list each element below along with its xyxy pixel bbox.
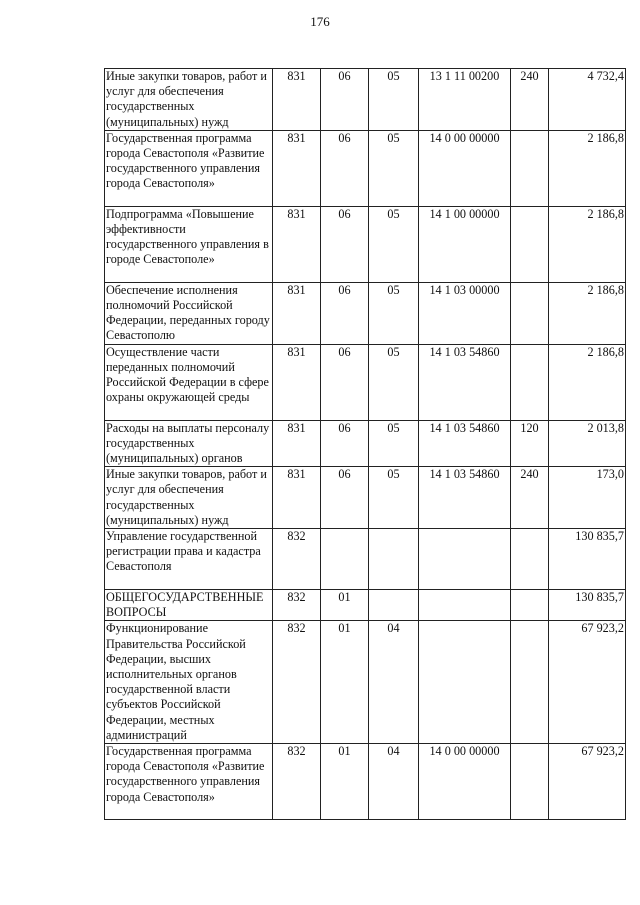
- page-number: 176: [310, 14, 330, 29]
- target-code: 13 1 11 00200: [419, 69, 511, 131]
- amount: 2 186,8: [549, 130, 626, 206]
- table-row: [105, 467, 626, 529]
- subsection-code: 05: [369, 467, 419, 529]
- table-row: [105, 744, 626, 820]
- subsection-code: 05: [369, 130, 419, 206]
- table-row: [105, 344, 626, 420]
- ministry-code: 832: [273, 590, 321, 621]
- table-row: [105, 529, 626, 590]
- subsection-code: 05: [369, 344, 419, 420]
- row-name: Государственная программа города Севастополя «Развитие государственного управления города Севастополя»: [105, 130, 273, 206]
- section-code: 06: [321, 282, 369, 344]
- subsection-code: 05: [369, 69, 419, 131]
- budget-table: [104, 68, 626, 820]
- subsection-code: 05: [369, 282, 419, 344]
- expense-type-code: [511, 206, 549, 282]
- subsection-code: 05: [369, 206, 419, 282]
- table-row: [105, 420, 626, 467]
- ministry-code: 831: [273, 206, 321, 282]
- target-code: 14 1 03 54860: [419, 420, 511, 467]
- expense-type-code: [511, 621, 549, 744]
- row-name: Управление государственной регистрации права и кадастра Севастополя: [105, 529, 273, 590]
- section-code: 06: [321, 69, 369, 131]
- ministry-code: 831: [273, 69, 321, 131]
- amount: 2 013,8: [549, 420, 626, 467]
- target-code: [419, 529, 511, 590]
- expense-type-code: [511, 130, 549, 206]
- ministry-code: 832: [273, 744, 321, 820]
- amount: 173,0: [549, 467, 626, 529]
- subsection-code: 04: [369, 621, 419, 744]
- expense-type-code: 120: [511, 420, 549, 467]
- table-row: [105, 130, 626, 206]
- subsection-code: [369, 590, 419, 621]
- target-code: 14 1 03 00000: [419, 282, 511, 344]
- row-name: ОБЩЕГОСУДАРСТВЕННЫЕ ВОПРОСЫ: [105, 590, 273, 621]
- expense-type-code: [511, 282, 549, 344]
- expense-type-code: [511, 590, 549, 621]
- section-code: 01: [321, 621, 369, 744]
- section-code: [321, 529, 369, 590]
- target-code: 14 1 03 54860: [419, 344, 511, 420]
- ministry-code: 832: [273, 621, 321, 744]
- table-row: [105, 590, 626, 621]
- table-row: [105, 621, 626, 744]
- target-code: 14 1 03 54860: [419, 467, 511, 529]
- row-name: Осуществление части переданных полномочий Российской Федерации в сфере охраны окружающей среды: [105, 344, 273, 420]
- table-row: [105, 69, 626, 131]
- ministry-code: 831: [273, 420, 321, 467]
- target-code: [419, 621, 511, 744]
- amount: 130 835,7: [549, 529, 626, 590]
- subsection-code: [369, 529, 419, 590]
- section-code: 06: [321, 420, 369, 467]
- target-code: 14 0 00 00000: [419, 130, 511, 206]
- table-row: [105, 206, 626, 282]
- ministry-code: 832: [273, 529, 321, 590]
- target-code: 14 1 00 00000: [419, 206, 511, 282]
- target-code: [419, 590, 511, 621]
- section-code: 06: [321, 130, 369, 206]
- row-name: Иные закупки товаров, работ и услуг для обеспечения государственных (муниципальных) нужд: [105, 467, 273, 529]
- expense-type-code: 240: [511, 69, 549, 131]
- row-name: Подпрограмма «Повышение эффективности государственного управления в городе Севастополе»: [105, 206, 273, 282]
- amount: 67 923,2: [549, 744, 626, 820]
- target-code: 14 0 00 00000: [419, 744, 511, 820]
- expense-type-code: [511, 744, 549, 820]
- ministry-code: 831: [273, 344, 321, 420]
- section-code: 01: [321, 744, 369, 820]
- ministry-code: 831: [273, 282, 321, 344]
- amount: 2 186,8: [549, 282, 626, 344]
- expense-type-code: [511, 529, 549, 590]
- amount: 4 732,4: [549, 69, 626, 131]
- section-code: 01: [321, 590, 369, 621]
- expense-type-code: 240: [511, 467, 549, 529]
- row-name: Обеспечение исполнения полномочий Российской Федерации, переданных городу Севастополю: [105, 282, 273, 344]
- subsection-code: 05: [369, 420, 419, 467]
- ministry-code: 831: [273, 130, 321, 206]
- row-name: Государственная программа города Севастополя «Развитие государственного управления города Севастополя»: [105, 744, 273, 820]
- row-name: Функционирование Правительства Российской Федерации, высших исполнительных органов государственной власти субъектов Российской Федерации, местных администраций: [105, 621, 273, 744]
- row-name: Расходы на выплаты персоналу государственных (муниципальных) органов: [105, 420, 273, 467]
- table-row: [105, 282, 626, 344]
- section-code: 06: [321, 206, 369, 282]
- row-name: Иные закупки товаров, работ и услуг для обеспечения государственных (муниципальных) нужд: [105, 69, 273, 131]
- amount: 2 186,8: [549, 206, 626, 282]
- expense-type-code: [511, 344, 549, 420]
- subsection-code: 04: [369, 744, 419, 820]
- amount: 67 923,2: [549, 621, 626, 744]
- section-code: 06: [321, 344, 369, 420]
- amount: 2 186,8: [549, 344, 626, 420]
- section-code: 06: [321, 467, 369, 529]
- ministry-code: 831: [273, 467, 321, 529]
- amount: 130 835,7: [549, 590, 626, 621]
